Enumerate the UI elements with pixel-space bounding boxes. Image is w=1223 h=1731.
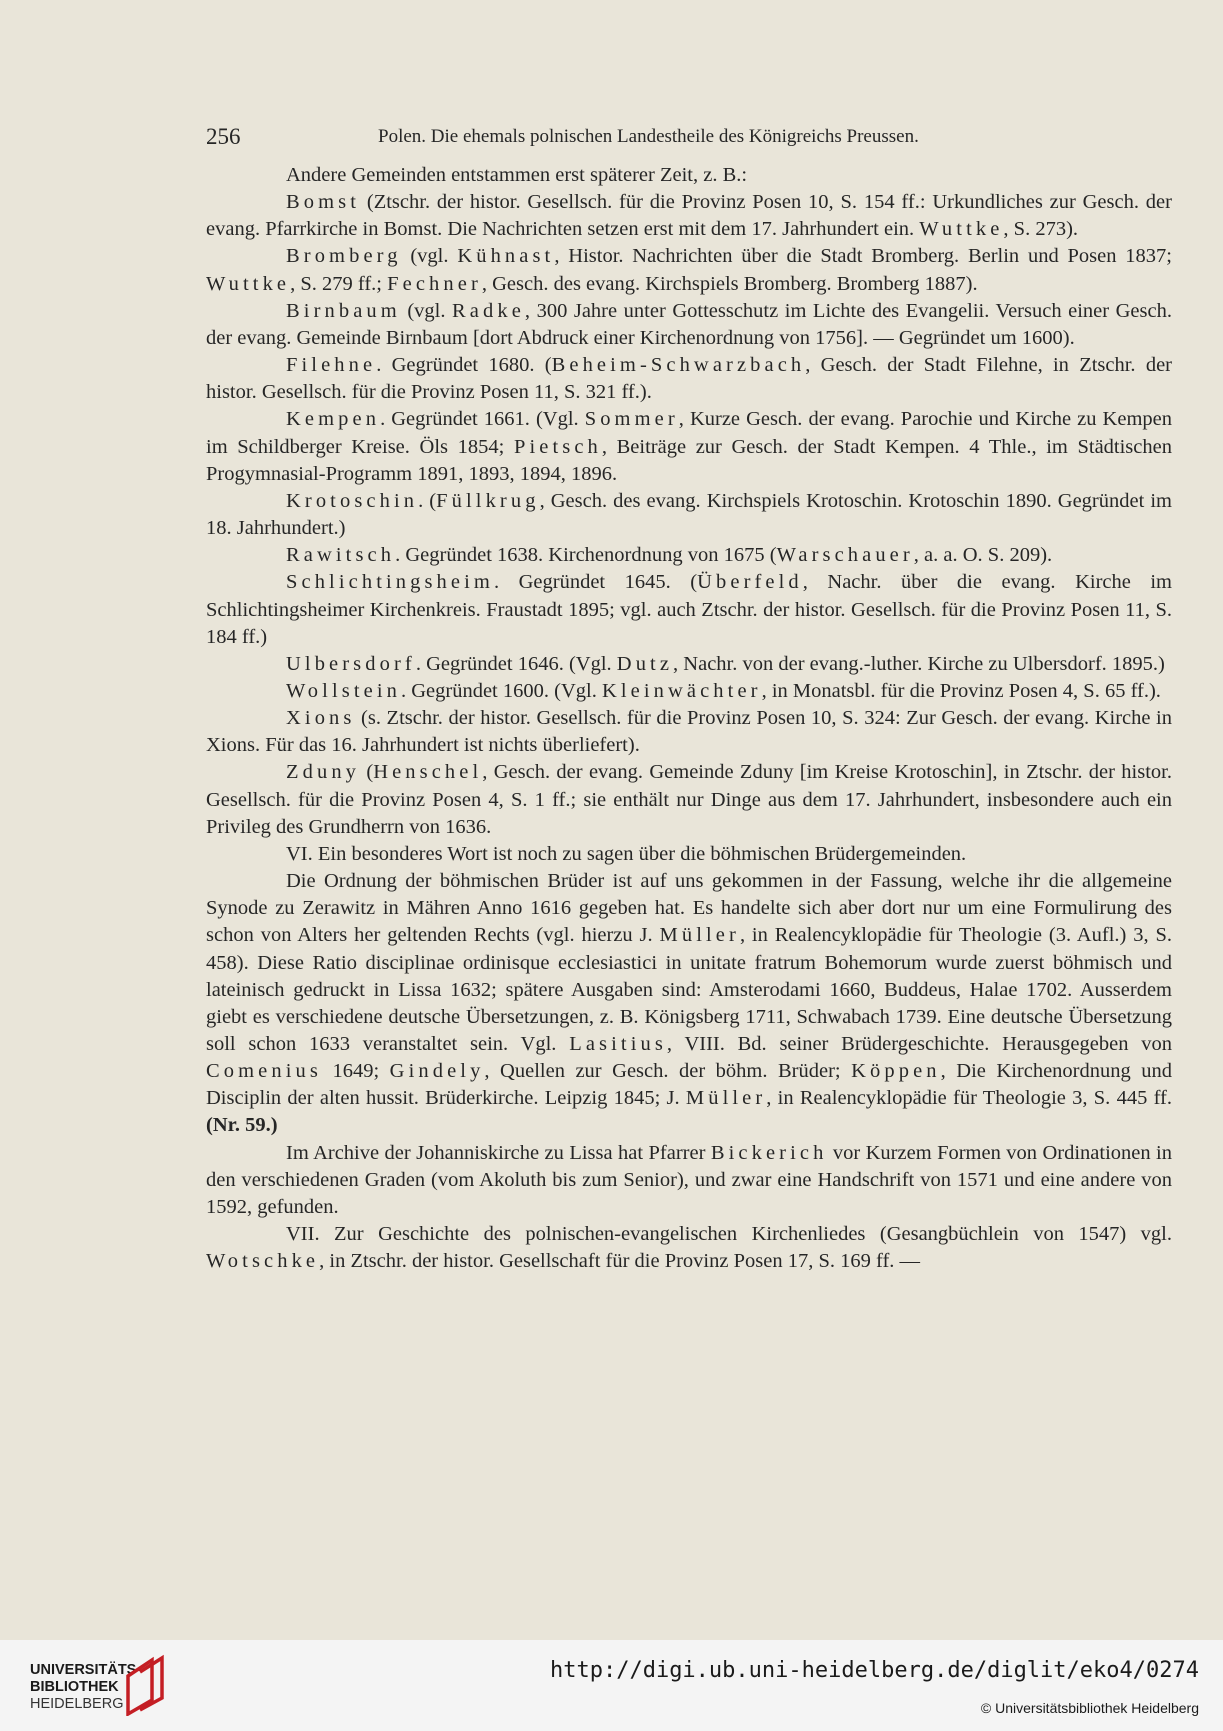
paragraph xyxy=(206,868,1172,1140)
spaced-name: Zduny xyxy=(286,761,361,784)
paragraph xyxy=(206,1221,1172,1275)
text-run: , Nachr. von der evang.-luther. Kirche zu Ulbersdorf. 1895.) xyxy=(673,652,1165,675)
spaced-name: Überfeld xyxy=(697,571,803,594)
text-run: VII. Zur Geschichte des polnischen-evangelischen Kirchenliedes (Gesangbüchlein von 1547) vgl. xyxy=(286,1223,1172,1246)
paragraph xyxy=(206,651,1172,678)
paragraph xyxy=(206,406,1172,487)
spaced-name: Müller xyxy=(685,1087,767,1110)
spaced-name: Gindely xyxy=(389,1060,485,1083)
footer-bar xyxy=(0,1640,1223,1731)
text-run: , in Ztschr. der histor. Gesellschaft für die Provinz Posen 17, S. 169 ff. — xyxy=(319,1250,921,1273)
text-run: , Nachr. über die evang. Kirche im Schlichtingsheimer Kirchenkreis. Fraustadt 1895; vgl. auch Ztschr. der histor. Gesellsch. für die Provinz Posen 11, S. 184 ff.) xyxy=(206,571,1173,648)
paragraph xyxy=(206,298,1172,352)
text-run: . Gegründet 1646. (Vgl. xyxy=(415,652,617,675)
paragraph xyxy=(206,243,1172,297)
spaced-name: Schlichtingsheim xyxy=(286,571,494,594)
paragraph xyxy=(206,189,1172,243)
text-run: Die Ordnung der böhmischen Brüder ist auf uns gekommen in der Fassung, welche ihr die allgemeine Synode zu Zerawitz in Mähren Anno 1616 gegeben hat. Es handelte sich aber dort nur um eine Formulirung des schon von Alters her geltenden Rechts (vgl. hierzu J. xyxy=(206,870,1172,947)
text-run: . Gegründet 1680. ( xyxy=(376,354,552,377)
spaced-name: Beheim-Schwarzbach xyxy=(551,354,806,377)
text-run: , a. a. O. S. 209). xyxy=(913,544,1053,567)
text-run: . Gegründet 1600. (Vgl. xyxy=(400,679,602,702)
text-run: (vgl. xyxy=(400,299,453,322)
spaced-name: Krotoschin xyxy=(286,489,419,512)
text-run: , Gesch. der evang. Gemeinde Zduny [im Kreise Krotoschin], in Ztschr. der histor. Gesellsch. für die Provinz Posen 4, S. 1 ff.; sie enthält nur Dinge aus dem 17. Jahrhundert, insbesondere auch ein Privileg des Grundherrn von 1636. xyxy=(206,761,1172,838)
text-run: , in Monatsbl. für die Provinz Posen 4, S. 65 ff.). xyxy=(761,679,1161,702)
text-run: , S. 273). xyxy=(1003,218,1079,241)
spaced-name: Dutz xyxy=(616,652,674,675)
text-run: VI. Ein besonderes Wort ist noch zu sagen über die böhmischen Brüdergemeinden. xyxy=(286,842,967,865)
spaced-name: Ulbersdorf xyxy=(286,652,416,675)
paragraph xyxy=(206,759,1172,840)
spaced-name: Sommer xyxy=(584,408,679,431)
text-run: (s. Ztschr. der histor. Gesellsch. für die Provinz Posen 10, S. 324: Zur Gesch. der evang. Kirche in Xions. Für das 16. Jahrhundert ist nichts überliefert). xyxy=(206,707,1172,757)
text-run: , Beiträge zur Gesch. der Stadt Kempen. 4 Thle., im Städtischen Progymnasial-Programm 1891, 1893, 1894, 1896. xyxy=(206,435,1172,485)
paragraph xyxy=(206,678,1172,705)
text-run: , Gesch. des evang. Kirchspiels Krotoschin. Krotoschin 1890. Gegründet im 18. Jahrhundert.) xyxy=(206,489,1173,540)
text-run: , 300 Jahre unter Gottesschutz im Lichte des Evangelii. Versuch einer Gesch. der evang. Gemeinde Birnbaum [dort Abdruck einer Kirchenordnung von 1756]. — Gegründet um 1600). xyxy=(206,299,1172,349)
spaced-name: Fechner xyxy=(387,272,482,295)
text-run: , Gesch. der Stadt Filehne, in Ztschr. der histor. Gesellsch. für die Provinz Posen 11, S. 321 ff.). xyxy=(206,354,1172,404)
text-run: 1649; xyxy=(321,1060,390,1083)
spaced-name: Bomst xyxy=(286,191,361,214)
paragraph xyxy=(206,841,1172,868)
text-run: , in Realencyklopädie für Theologie 3, S. 445 ff. xyxy=(766,1087,1172,1110)
text-run: , S. 279 ff.; xyxy=(290,272,388,295)
spaced-name: Füllkrug xyxy=(436,489,540,512)
spaced-name: Kempen xyxy=(286,408,381,431)
spaced-name: Warschauer xyxy=(776,544,914,567)
spaced-name: Birnbaum xyxy=(286,299,401,322)
spaced-name: Radke xyxy=(452,299,525,322)
text-run: , Kurze Gesch. der evang. Parochie und Kirche zu Kempen im Schildberger Kreise. Öls 1854; xyxy=(206,408,1172,458)
text-run: Im Archive der Johanniskirche zu Lissa hat Pfarrer xyxy=(286,1141,711,1164)
spaced-name: Pietsch xyxy=(513,435,602,458)
text-run: (Ztschr. der histor. Gesellsch. für die Provinz Posen 10, S. 154 ff.: Urkundliches zur Gesch. der evang. Pfarrkirche in Bomst. Die Nachrichten setzen erst mit dem 17. Jahrhundert ein. xyxy=(206,191,1172,241)
text-run: , Quellen zur Gesch. der böhm. Brüder; xyxy=(484,1060,852,1083)
paragraph xyxy=(206,352,1172,406)
paragraph xyxy=(206,162,1172,189)
text-run: ( xyxy=(360,761,374,784)
paragraph xyxy=(206,1140,1172,1221)
copyright-notice: © Universitätsbibliothek Heidelberg xyxy=(980,1700,1199,1716)
text-run: , Gesch. des evang. Kirchspiels Bromberg. Bromberg 1887). xyxy=(481,272,978,295)
ub-heidelberg-logo-icon xyxy=(122,1654,170,1716)
text-run: , Histor. Nachrichten über die Stadt Bromberg. Berlin und Posen 1837; xyxy=(554,245,1172,268)
spaced-name: Kühnast xyxy=(457,245,555,268)
spaced-name: Wuttke xyxy=(206,272,291,295)
page-number: 256 xyxy=(206,124,241,149)
text-run: , VIII. Bd. seiner Brüdergeschichte. Herausgegeben von xyxy=(666,1033,1172,1055)
spaced-name: Filehne xyxy=(286,354,377,377)
spaced-name: Wollstein xyxy=(286,679,401,702)
spaced-name: Köppen xyxy=(851,1060,941,1083)
text-run: . Gegründet 1645. ( xyxy=(493,571,698,594)
spaced-name: Wuttke xyxy=(919,218,1004,241)
text-run: . Gegründet 1638. Kirchenordnung von 1675 ( xyxy=(395,544,777,567)
text-run: , Die Kirchenordnung und Disciplin der alten hussit. Brüderkirche. Leipzig 1845; J. xyxy=(206,1060,1173,1110)
body-text xyxy=(206,162,1172,1275)
paragraph xyxy=(206,542,1172,569)
text-run: . Gegründet 1661. (Vgl. xyxy=(380,408,585,431)
spaced-name: Wotschke xyxy=(206,1250,320,1273)
library-name: UNIVERSITÄTS- BIBLIOTHEK HEIDELBERG xyxy=(30,1662,142,1712)
text-run: (vgl. xyxy=(401,245,458,268)
paragraph xyxy=(206,569,1172,650)
paragraph xyxy=(206,705,1172,759)
spaced-name: Bickerich xyxy=(710,1141,828,1164)
spaced-name: Comenius xyxy=(206,1060,322,1083)
spaced-name: Müller xyxy=(659,924,740,947)
spaced-name: Bromberg xyxy=(286,245,402,268)
document-reference: (Nr. 59.) xyxy=(206,1114,278,1137)
text-run: Andere Gemeinden entstammen erst späterer Zeit, z. B.: xyxy=(286,164,748,186)
spaced-name: Kleinwächter xyxy=(601,679,762,702)
paragraph xyxy=(206,488,1172,542)
text-run: , in Realencyklopädie für Theologie (3. Aufl.) 3, S. 458). Diese Ratio disciplinae ordinisque ecclesiastici in unitate fratrum Bohemorum wurde zuerst böhmisch und lateinisch gedruckt in Lissa 1632; spätere Ausgaben sind: Amsterodami 1660, Buddeus, Halae 1702. Ausserdem giebt es verschiedene deutsche Übersetzungen, z. B. Königsberg 1711, Schwabach 1739. Eine deutsche Übersetzung soll schon 1633 veranstaltet sein. Vgl. xyxy=(206,924,1172,1055)
spaced-name: Xions xyxy=(286,707,356,730)
spaced-name: Henschel xyxy=(373,761,483,784)
permalink-url[interactable]: http://digi.ub.uni-heidelberg.de/diglit/eko4/0274 xyxy=(549,1658,1199,1683)
spaced-name: Rawitsch xyxy=(286,544,396,567)
spaced-name: Lasitius xyxy=(569,1033,667,1055)
text-run: . ( xyxy=(418,489,437,512)
text-run: vor Kurzem Formen von Ordinationen in den verschiedenen Graden (vom Akoluth bis zum Senior), und zwar eine Handschrift von 1571 und eine andere von 1592, gefunden. xyxy=(206,1141,1173,1218)
running-title: Polen. Die ehemals polnischen Landestheile des Königreichs Preussen. xyxy=(378,126,919,147)
